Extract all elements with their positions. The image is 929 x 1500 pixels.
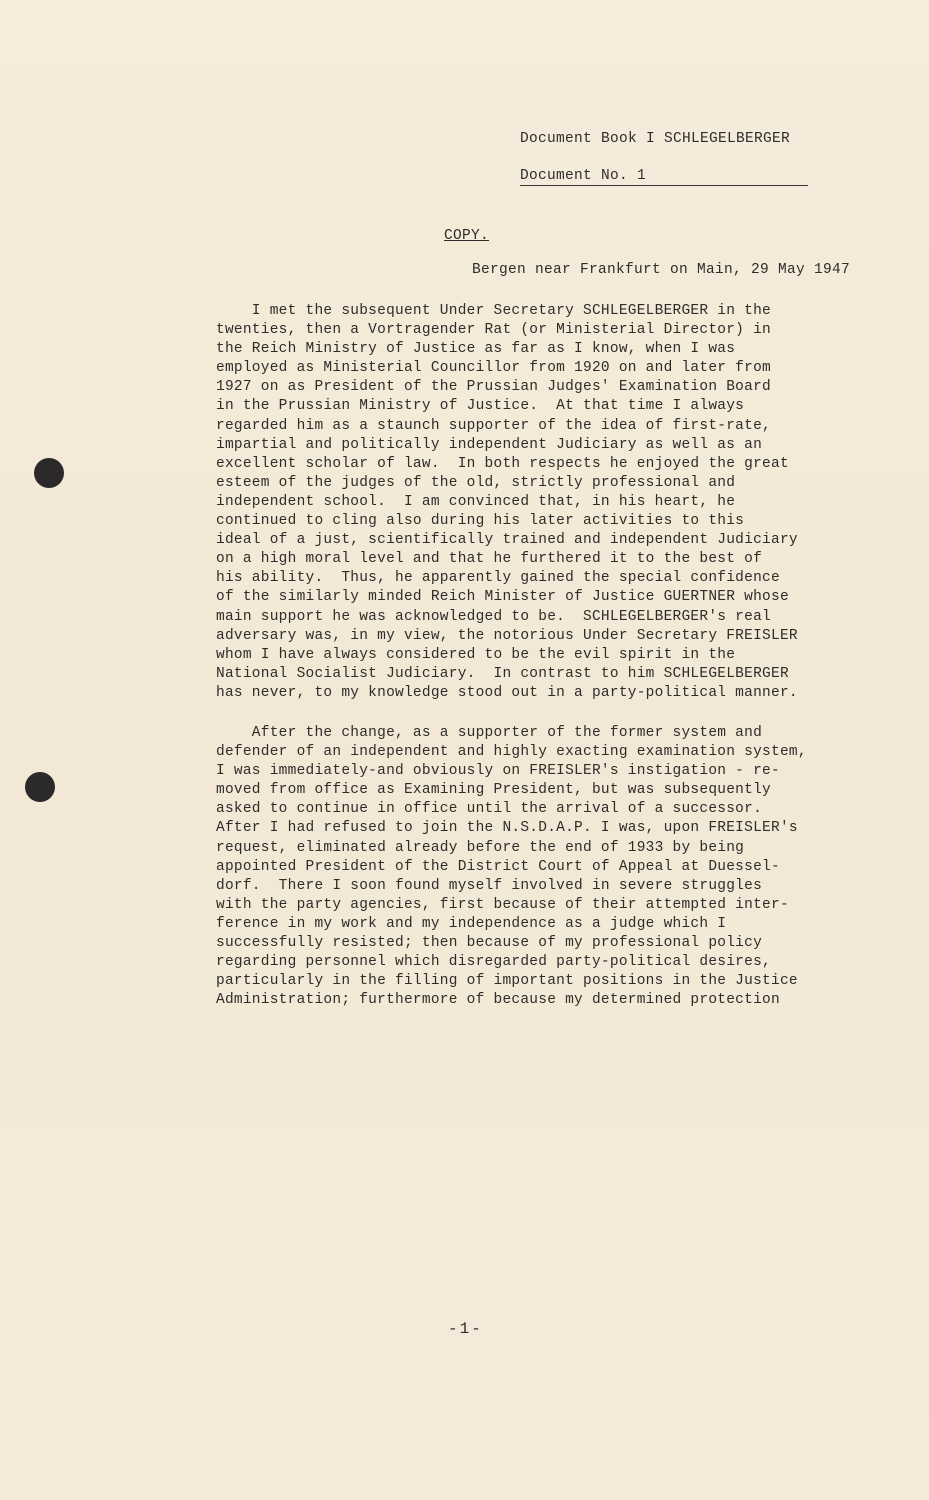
paragraph-line: independent school. I am convinced that, in his heart, he (216, 493, 736, 510)
paragraph-line: adversary was, in my view, the notorious Under Secretary FREISLER (216, 627, 798, 644)
paragraph-line: After the change, as a supporter of the former system and (216, 725, 763, 741)
paragraph-line: on a high moral level and that he furthered it to the best of (216, 551, 763, 568)
paragraph-line: 1927 on as President of the Prussian Judges' Examination Board (216, 379, 771, 396)
document-book-label: Document Book I SCHLEGELBERGER (520, 131, 791, 147)
paragraph-line: moved from office as Examining President, but was subsequently (216, 782, 771, 799)
paragraph-line: After I had refused to join the N.S.D.A.P. I was, upon FREISLER's (216, 820, 798, 837)
paragraph-line: ideal of a just, scientifically trained and independent Judiciary (216, 532, 798, 549)
paragraph-line: regarded him as a staunch supporter of the idea of first-rate, (216, 417, 771, 434)
paragraph-line: main support he was acknowledged to be. SCHLEGELBERGER's real (216, 608, 771, 625)
paragraph-line: continued to cling also during his later activities to this (216, 513, 745, 530)
paragraph-line: I met the subsequent Under Secretary SCHLEGELBERGER in the (216, 303, 771, 319)
paragraph-line: excellent scholar of law. In both respects he enjoyed the great (216, 455, 789, 472)
paragraph-line: appointed President of the District Court of Appeal at Duessel- (216, 858, 780, 875)
paragraph-line: his ability. Thus, he apparently gained the special confidence (216, 570, 780, 587)
paragraph-line: regarding personnel which disregarded party-political desires, (216, 954, 771, 971)
paragraph-line: I was immediately-and obviously on FREISLER's instigation - re- (216, 763, 780, 780)
paragraph-line: in the Prussian Ministry of Justice. At that time I always (216, 398, 745, 415)
paragraph-line: asked to continue in office until the arrival of a successor. (216, 801, 763, 818)
paragraph-line: with the party agencies, first because of their attempted inter- (216, 896, 789, 913)
page-number: -1- (448, 1320, 483, 1338)
paragraph-line: twenties, then a Vortragender Rat (or Ministerial Director) in (216, 322, 771, 339)
copy-label: COPY. (444, 228, 490, 244)
document-number: Document No. 1 (520, 168, 808, 186)
paragraph-line: dorf. There I soon found myself involved in severe struggles (216, 877, 763, 894)
paragraph-line: particularly in the filling of important positions in the Justice (216, 973, 798, 990)
paragraph-line: whom I have always considered to be the evil spirit in the (216, 646, 736, 663)
paragraph-line: of the similarly minded Reich Minister of Justice GUERTNER whose (216, 589, 789, 606)
paragraph-2 (216, 724, 866, 1010)
paragraph-line: has never, to my knowledge stood out in a party-political manner. (216, 684, 798, 701)
paragraph-line: the Reich Ministry of Justice as far as I know, when I was (216, 341, 736, 358)
paragraph-line: ference in my work and my independence as a judge which I (216, 915, 727, 932)
paragraph-line: impartial and politically independent Judiciary as well as an (216, 436, 763, 453)
paragraph-line: National Socialist Judiciary. In contrast to him SCHLEGELBERGER (216, 665, 789, 682)
place-date-line: Bergen near Frankfurt on Main, 29 May 1947 (472, 262, 851, 278)
punch-hole-top (34, 458, 64, 488)
paragraph-1 (216, 302, 866, 703)
paragraph-line: request, eliminated already before the end of 1933 by being (216, 839, 745, 856)
paragraph-line: esteem of the judges of the old, strictly professional and (216, 474, 736, 491)
paragraph-line: Administration; furthermore of because my determined protection (216, 992, 780, 1009)
paragraph-line: successfully resisted; then because of my professional policy (216, 935, 763, 952)
paragraph-line: defender of an independent and highly exacting examination system, (216, 744, 807, 761)
paragraph-line: employed as Ministerial Councillor from 1920 on and later from (216, 360, 771, 377)
punch-hole-bottom (25, 772, 55, 802)
